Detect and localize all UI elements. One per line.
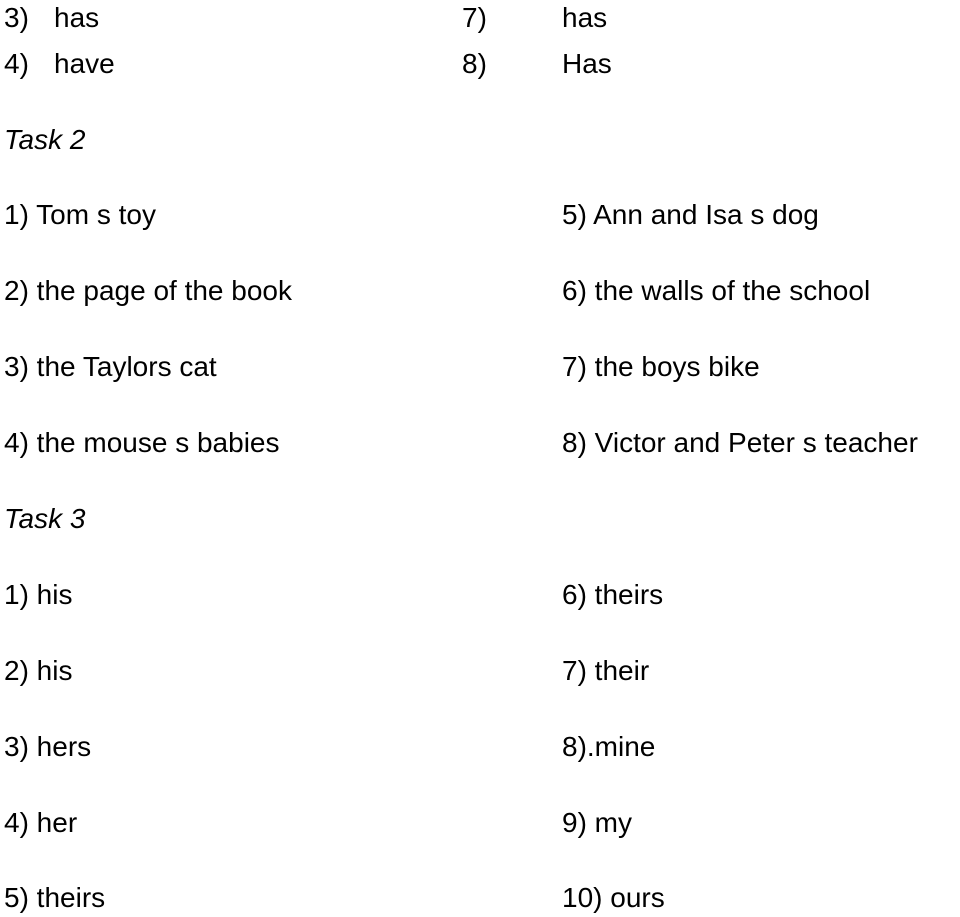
- task2-left-item-2: 2) the page of the book: [4, 275, 292, 306]
- item-number: 3): [4, 2, 29, 33]
- task3-right-item-9: 9) my: [562, 807, 632, 838]
- task3-left-item-4: 4) her: [4, 807, 78, 838]
- item-answer: has: [562, 2, 608, 33]
- task2-right-item-7: 7) the boys bike: [562, 351, 760, 382]
- task2-right-item-8: 8) Victor and Peter s teacher: [562, 427, 918, 458]
- task2-left-item-3: 3) the Taylors cat: [4, 351, 217, 382]
- task1-item-3: [4, 2, 99, 34]
- task3-right-item-6: 6) theirs: [562, 579, 664, 610]
- task3-left-item-3: 3) hers: [4, 731, 92, 762]
- task3-left-item-5: 5) theirs: [4, 882, 106, 913]
- item-number: 8): [462, 48, 487, 79]
- item-answer: has: [54, 2, 100, 33]
- task3-right-item-8: 8).mine: [562, 731, 656, 762]
- task1-item-8: [462, 48, 612, 80]
- task3-left-item-1: 1) his: [4, 579, 73, 610]
- task2-right-item-5: 5) Ann and Isa s dog: [562, 199, 819, 230]
- task2-heading: Task 2: [4, 124, 86, 155]
- task2-left-item-1: 1) Tom s toy: [4, 199, 156, 230]
- item-number: 4): [4, 48, 29, 79]
- item-number: 7): [462, 2, 487, 33]
- task3-right-item-7: 7) their: [562, 655, 650, 686]
- task1-item-4: [4, 48, 115, 80]
- task2-right-item-6: 6) the walls of the school: [562, 275, 871, 306]
- task3-right-item-10: 10) ours: [562, 882, 665, 913]
- item-answer: have: [54, 48, 115, 79]
- task1-item-7: [462, 2, 607, 34]
- item-answer: Has: [562, 48, 612, 79]
- task3-heading: Task 3: [4, 503, 86, 534]
- task3-left-item-2: 2) his: [4, 655, 73, 686]
- task2-left-item-4: 4) the mouse s babies: [4, 427, 280, 458]
